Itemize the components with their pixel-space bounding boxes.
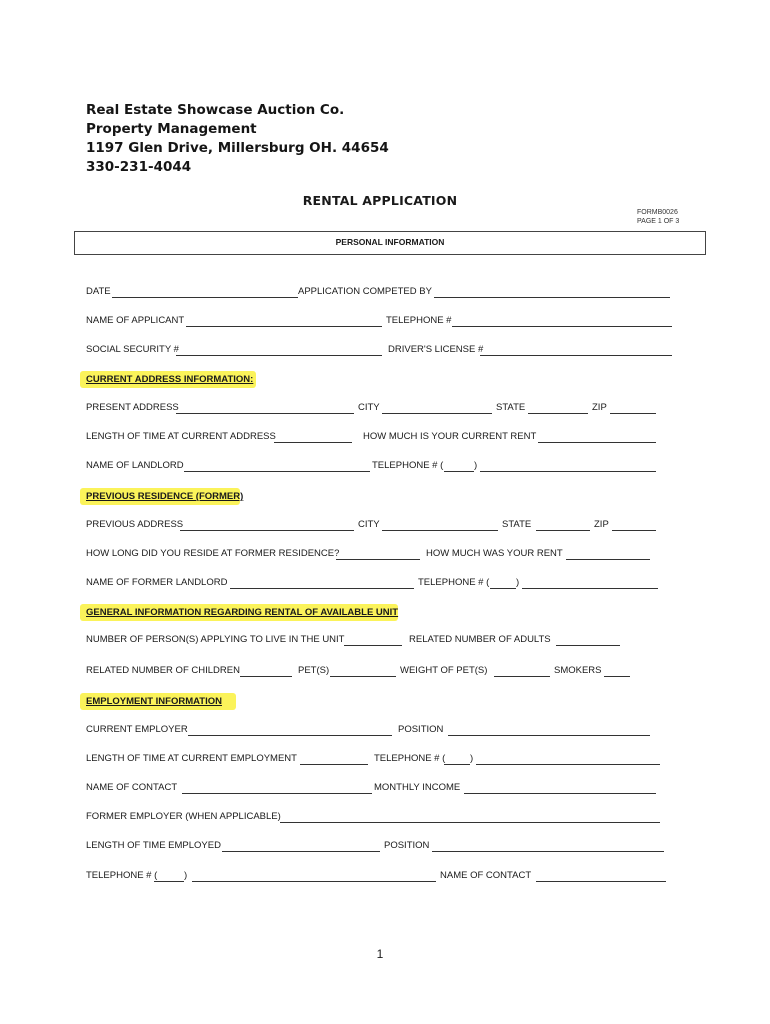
employment-tel-label: TELEPHONE # ( [374,753,446,764]
contact-line[interactable] [182,793,372,794]
how-long-former-line[interactable] [336,559,420,560]
former-landlord-area-code-line[interactable] [490,588,516,589]
city-label: CITY [358,402,380,413]
former-landlord-label: NAME OF FORMER LANDLORD [86,577,228,588]
dl-label: DRIVER'S LICENSE # [388,344,484,355]
previous-address-label: PREVIOUS ADDRESS [86,519,184,530]
weight-pets-label: WEIGHT OF PET(S) [400,665,488,676]
form-title: RENTAL APPLICATION [302,193,458,208]
employment-title: EMPLOYMENT INFORMATION [86,696,222,707]
prev-city-line[interactable] [382,530,498,531]
form-number: FORMB0026 [637,209,678,216]
position2-label: POSITION [384,840,430,851]
former-landlord-tel-label: TELEPHONE # ( [418,577,490,588]
employment-tel-close: ) [470,753,474,764]
telephone2-line[interactable] [192,881,436,882]
prev-zip-line[interactable] [612,530,656,531]
landlord-area-code-line[interactable] [444,471,474,472]
pets-label: PET(S) [298,665,330,676]
state-label: STATE [496,402,526,413]
num-children-label: RELATED NUMBER OF CHILDREN [86,665,240,676]
monthly-income-label: MONTHLY INCOME [374,782,461,793]
former-landlord-line[interactable] [230,588,414,589]
company-department: Property Management [86,121,257,137]
prev-state-label: STATE [502,519,532,530]
length-employment-line[interactable] [300,764,368,765]
current-employer-line[interactable] [188,735,392,736]
former-rent-label: HOW MUCH WAS YOUR RENT [426,548,563,559]
former-landlord-tel-line[interactable] [522,588,658,589]
telephone2-close: ) [184,870,188,881]
ssn-label: SOCIAL SECURITY # [86,344,179,355]
current-rent-label: HOW MUCH IS YOUR CURRENT RENT [363,431,537,442]
weight-pets-line[interactable] [494,676,550,677]
prev-city-label: CITY [358,519,380,530]
position-line[interactable] [448,735,650,736]
zip-line[interactable] [610,413,656,414]
num-persons-label: NUMBER OF PERSON(S) APPLYING TO LIVE IN THE UNIT [86,634,345,645]
completed-by-label: APPLICATION COMPETED BY [298,286,432,297]
previous-residence-title: PREVIOUS RESIDENCE (FORMER) [86,491,244,502]
completed-by-line[interactable] [434,297,670,298]
company-address: 1197 Glen Drive, Millersburg OH. 44654 [86,140,389,156]
num-children-line[interactable] [240,676,292,677]
telephone-line[interactable] [452,326,672,327]
length-employed-label: LENGTH OF TIME EMPLOYED [86,840,221,851]
employment-tel-line[interactable] [476,764,660,765]
present-address-line[interactable] [176,413,354,414]
company-name: Real Estate Showcase Auction Co. [86,102,345,118]
contact2-line[interactable] [536,881,666,882]
landlord-label: NAME OF LANDLORD [86,460,184,471]
zip-label: ZIP [592,402,607,413]
length-employment-label: LENGTH OF TIME AT CURRENT EMPLOYMENT [86,753,297,764]
smokers-line[interactable] [604,676,630,677]
prev-zip-label: ZIP [594,519,609,530]
how-long-former-label: HOW LONG DID YOU RESIDE AT FORMER RESIDENCE? [86,548,340,559]
telephone2-label: TELEPHONE # ( [86,870,158,881]
monthly-income-line[interactable] [464,793,656,794]
landlord-line[interactable] [184,471,370,472]
length-employed-line[interactable] [222,851,380,852]
position2-line[interactable] [432,851,664,852]
previous-address-line[interactable] [180,530,354,531]
present-address-label: PRESENT ADDRESS [86,402,179,413]
contact-label: NAME OF CONTACT [86,782,178,793]
landlord-tel-close: ) [474,460,478,471]
employment-area-code-line[interactable] [444,764,470,765]
company-phone: 330-231-4044 [86,159,192,175]
contact2-label: NAME OF CONTACT [440,870,532,881]
length-current-line[interactable] [274,442,352,443]
landlord-tel-label: TELEPHONE # ( [372,460,444,471]
num-adults-label: RELATED NUMBER OF ADULTS [409,634,551,645]
num-adults-line[interactable] [556,645,620,646]
date-label: DATE [86,286,111,297]
applicant-line[interactable] [186,326,382,327]
personal-information-header [74,231,706,255]
dl-line[interactable] [480,355,672,356]
form-code [637,208,679,226]
telephone-label: TELEPHONE # [386,315,452,326]
city-line[interactable] [382,413,492,414]
telephone2-area-code-line[interactable] [154,881,184,882]
smokers-label: SMOKERS [554,665,602,676]
current-address-title: CURRENT ADDRESS INFORMATION: [86,374,254,385]
general-information-title: GENERAL INFORMATION REGARDING RENTAL OF AVAILABLE UNIT [86,607,399,618]
pets-line[interactable] [330,676,396,677]
former-landlord-tel-close: ) [516,577,520,588]
company-header [86,101,389,177]
prev-state-line[interactable] [536,530,590,531]
landlord-tel-line[interactable] [480,471,656,472]
page-number: 1 [376,947,384,961]
former-rent-line[interactable] [566,559,650,560]
length-current-label: LENGTH OF TIME AT CURRENT ADDRESS [86,431,276,442]
ssn-line[interactable] [176,355,382,356]
applicant-label: NAME OF APPLICANT [86,315,185,326]
current-employer-label: CURRENT EMPLOYER [86,724,188,735]
date-line[interactable] [112,297,298,298]
position-label: POSITION [398,724,444,735]
current-rent-line[interactable] [538,442,656,443]
personal-information-label: PERSONAL INFORMATION [335,237,445,247]
former-employer-line[interactable] [280,822,660,823]
page-of: PAGE 1 OF 3 [637,218,680,225]
state-line[interactable] [528,413,588,414]
num-persons-line[interactable] [344,645,402,646]
former-employer-label: FORMER EMPLOYER (WHEN APPLICABLE) [86,811,281,822]
